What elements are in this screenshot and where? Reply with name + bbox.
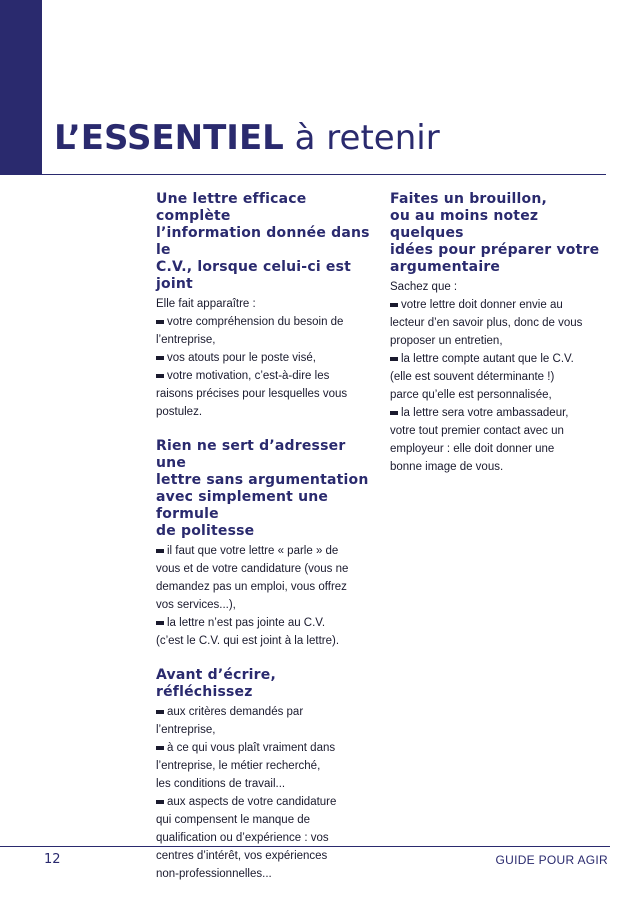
- body-line: Sachez que :: [390, 281, 458, 293]
- body-line: la lettre compte autant que le C.V.: [401, 353, 574, 365]
- body-line: votre compréhension du besoin de: [167, 316, 344, 328]
- section-body: [156, 703, 370, 883]
- heading-line: idées pour préparer votre: [390, 242, 600, 258]
- body-line: Elle fait apparaître :: [156, 298, 256, 310]
- body-line: proposer un entretien,: [390, 335, 503, 347]
- bullet-icon: [156, 621, 164, 625]
- bullet-icon: [156, 374, 164, 378]
- body-line: (elle est souvent déterminante !): [390, 371, 555, 383]
- heading-line: argumentaire: [390, 259, 501, 275]
- body-line: la lettre n’est pas jointe au C.V.: [167, 617, 326, 629]
- body-line: employeur : elle doit donner une: [390, 443, 555, 455]
- body-line: les conditions de travail...: [156, 778, 286, 790]
- heading-line: avec simplement une formule: [156, 489, 329, 522]
- body-line: postulez.: [156, 406, 203, 418]
- body-line: la lettre sera votre ambassadeur,: [401, 407, 569, 419]
- heading-line: de politesse: [156, 523, 255, 539]
- side-accent-bar: [0, 0, 42, 175]
- heading-line: Une lettre efficace complète: [156, 191, 307, 224]
- body-line: il faut que votre lettre « parle » de: [167, 545, 339, 557]
- bullet-icon: [156, 549, 164, 553]
- bullet-icon: [156, 320, 164, 324]
- section-body: [156, 542, 370, 650]
- section-heading: [156, 438, 370, 540]
- body-line: qualification ou d’expérience : vos: [156, 832, 329, 844]
- footer-label: GUIDE POUR AGIR: [495, 853, 608, 867]
- bullet-icon: [390, 357, 398, 361]
- body-line: raisons précises pour lesquelles vous: [156, 388, 348, 400]
- heading-line: C.V., lorsque celui-ci est joint: [156, 259, 352, 292]
- section-brouillon: [390, 191, 606, 476]
- title-light: à retenir: [283, 118, 440, 158]
- body-line: parce qu’elle est personnalisée,: [390, 389, 552, 401]
- heading-line: lettre sans argumentation: [156, 472, 369, 488]
- section-lettre-efficace: [156, 191, 370, 421]
- bullet-icon: [390, 303, 398, 307]
- body-line: votre motivation, c’est-à-dire les: [167, 370, 330, 382]
- body-line: (c’est le C.V. qui est joint à la lettre).: [156, 635, 340, 647]
- body-line: demandez pas un emploi, vous offrez: [156, 581, 347, 593]
- left-column: [156, 191, 370, 900]
- body-line: aux critères demandés par: [167, 706, 304, 718]
- body-line: l’entreprise,: [156, 724, 216, 736]
- heading-line: Avant d’écrire, réfléchissez: [156, 667, 276, 700]
- body-line: l’entreprise, le métier recherché,: [156, 760, 321, 772]
- body-line: l’entreprise,: [156, 334, 216, 346]
- section-heading: [156, 667, 370, 701]
- bullet-icon: [390, 411, 398, 415]
- section-heading: [390, 191, 606, 276]
- body-line: vos services...),: [156, 599, 236, 611]
- body-line: lecteur d’en savoir plus, donc de vous: [390, 317, 583, 329]
- body-line: vos atouts pour le poste visé,: [167, 352, 316, 364]
- title-strong: L’ESSENTIEL: [54, 118, 284, 158]
- heading-line: Faites un brouillon,: [390, 191, 548, 207]
- body-line: votre lettre doit donner envie au: [401, 299, 563, 311]
- title-rule: [42, 174, 606, 175]
- page-title: [54, 118, 440, 158]
- body-line: aux aspects de votre candidature: [167, 796, 337, 808]
- section-body: [390, 278, 606, 476]
- section-heading: [156, 191, 370, 293]
- body-line: non-professionnelles...: [156, 868, 272, 880]
- heading-line: l’information donnée dans le: [156, 225, 370, 258]
- footer-rule: [0, 846, 610, 847]
- bullet-icon: [156, 356, 164, 360]
- section-argumentation: [156, 438, 370, 650]
- page-number: 12: [44, 852, 61, 867]
- body-line: bonne image de vous.: [390, 461, 504, 473]
- bullet-icon: [156, 746, 164, 750]
- body-line: à ce qui vous plaît vraiment dans: [167, 742, 336, 754]
- heading-line: ou au moins notez quelques: [390, 208, 539, 241]
- heading-line: Rien ne sert d’adresser une: [156, 438, 346, 471]
- bullet-icon: [156, 710, 164, 714]
- body-line: centres d’intérêt, vos expériences: [156, 850, 328, 862]
- body-line: vous et de votre candidature (vous ne: [156, 563, 349, 575]
- section-body: [156, 295, 370, 421]
- right-column: [390, 191, 606, 493]
- section-avant-ecrire: [156, 667, 370, 883]
- bullet-icon: [156, 800, 164, 804]
- body-line: votre tout premier contact avec un: [390, 425, 564, 437]
- body-line: qui compensent le manque de: [156, 814, 311, 826]
